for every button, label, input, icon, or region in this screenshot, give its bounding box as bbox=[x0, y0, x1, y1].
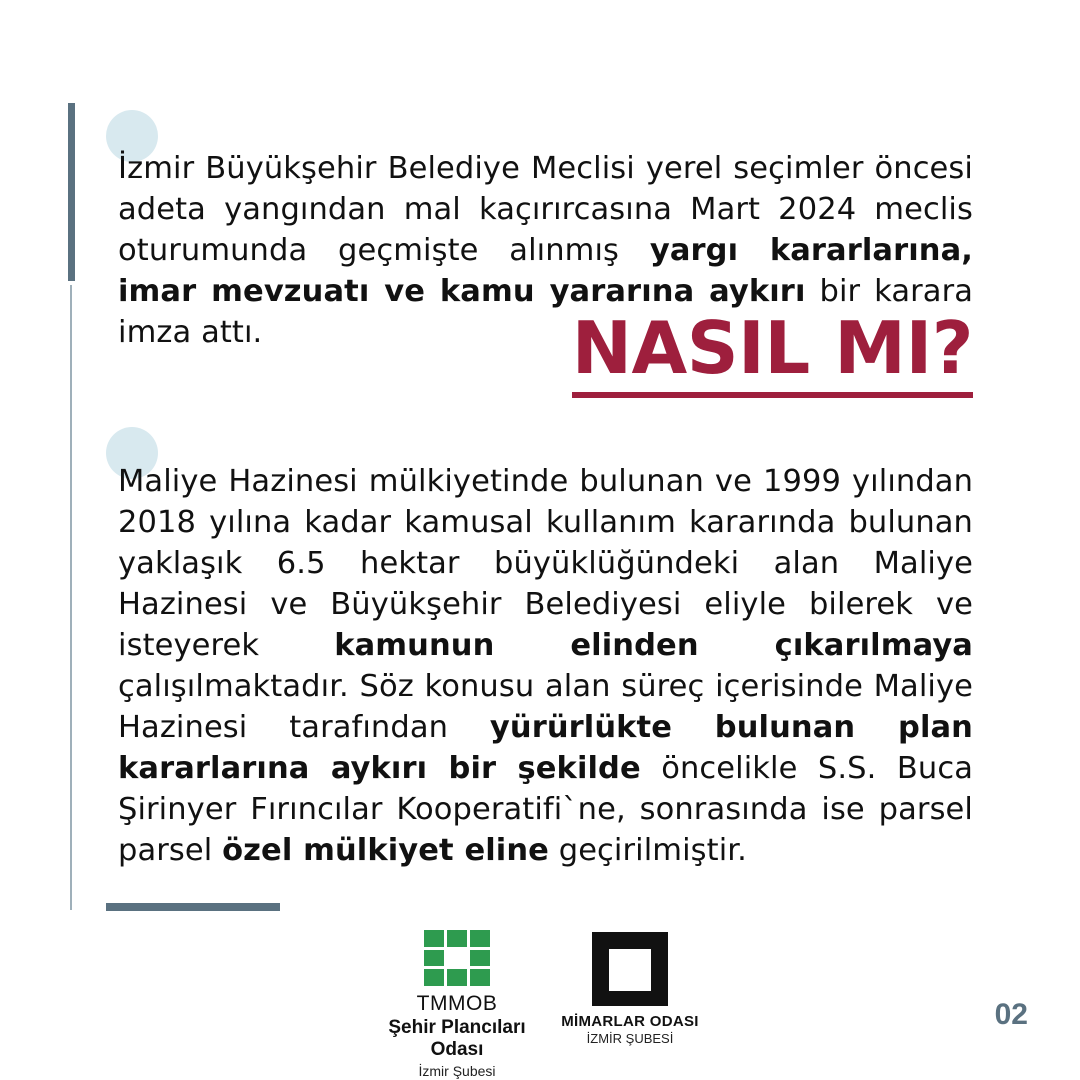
logo-spo-line2: Şehir Plancıları Odası bbox=[388, 1017, 526, 1060]
logo-mo-line1: MİMARLAR ODASI bbox=[561, 1013, 699, 1030]
tmmob-spo-mark-icon bbox=[424, 930, 490, 986]
logo-mo-line2: İZMİR ŞUBESİ bbox=[586, 1031, 674, 1046]
mimarlar-odasi-mark-icon bbox=[592, 932, 668, 1006]
paragraph-intro: İzmir Büyükşehir Belediye Meclisi yerel seçimler öncesi adeta yangından mal kaçırırcasına Mart 2024 meclis oturumunda geçmişte alınmış yargı kararlarına, imar mevzuatı ve kamu yararına aykırı bir karara imza attı. bbox=[118, 150, 973, 350]
logo-spo-line1: TMMOB bbox=[416, 992, 498, 1015]
page-number: 02 bbox=[994, 998, 1028, 1031]
headline: NASIL MI? bbox=[572, 308, 973, 398]
logo-sehir-plancilari-odasi bbox=[362, 930, 552, 1079]
accent-rule-bottom bbox=[70, 285, 72, 910]
footer bbox=[0, 930, 1080, 1079]
logo-spo-line3: İzmir Şubesi bbox=[418, 1063, 496, 1079]
logo-mimarlar-odasi bbox=[540, 932, 720, 1046]
paragraph-body: Maliye Hazinesi mülkiyetinde bulunan ve 1999 yılından 2018 yılına kadar kamusal kullanım kararında bulunan yaklaşık 6.5 hektar büyüklüğündeki alan Maliye Hazinesi ve Büyükşehir Belediyesi eliyle bilerek ve isteyerek kamunun elinden çıkarılmaya çalışılmaktadır. Söz konusu alan süreç içerisinde Maliye Hazinesi tarafından yürürlükte bulunan plan kararlarına aykırı bir şekilde öncelikle S.S. Buca Şirinyer Fırıncılar Kooperatifi`ne, sonrasında ise parsel parsel özel mülkiyet eline geçirilmiştir. bbox=[118, 463, 973, 868]
accent-rule-footer bbox=[106, 903, 280, 911]
accent-rule-top bbox=[68, 103, 75, 281]
